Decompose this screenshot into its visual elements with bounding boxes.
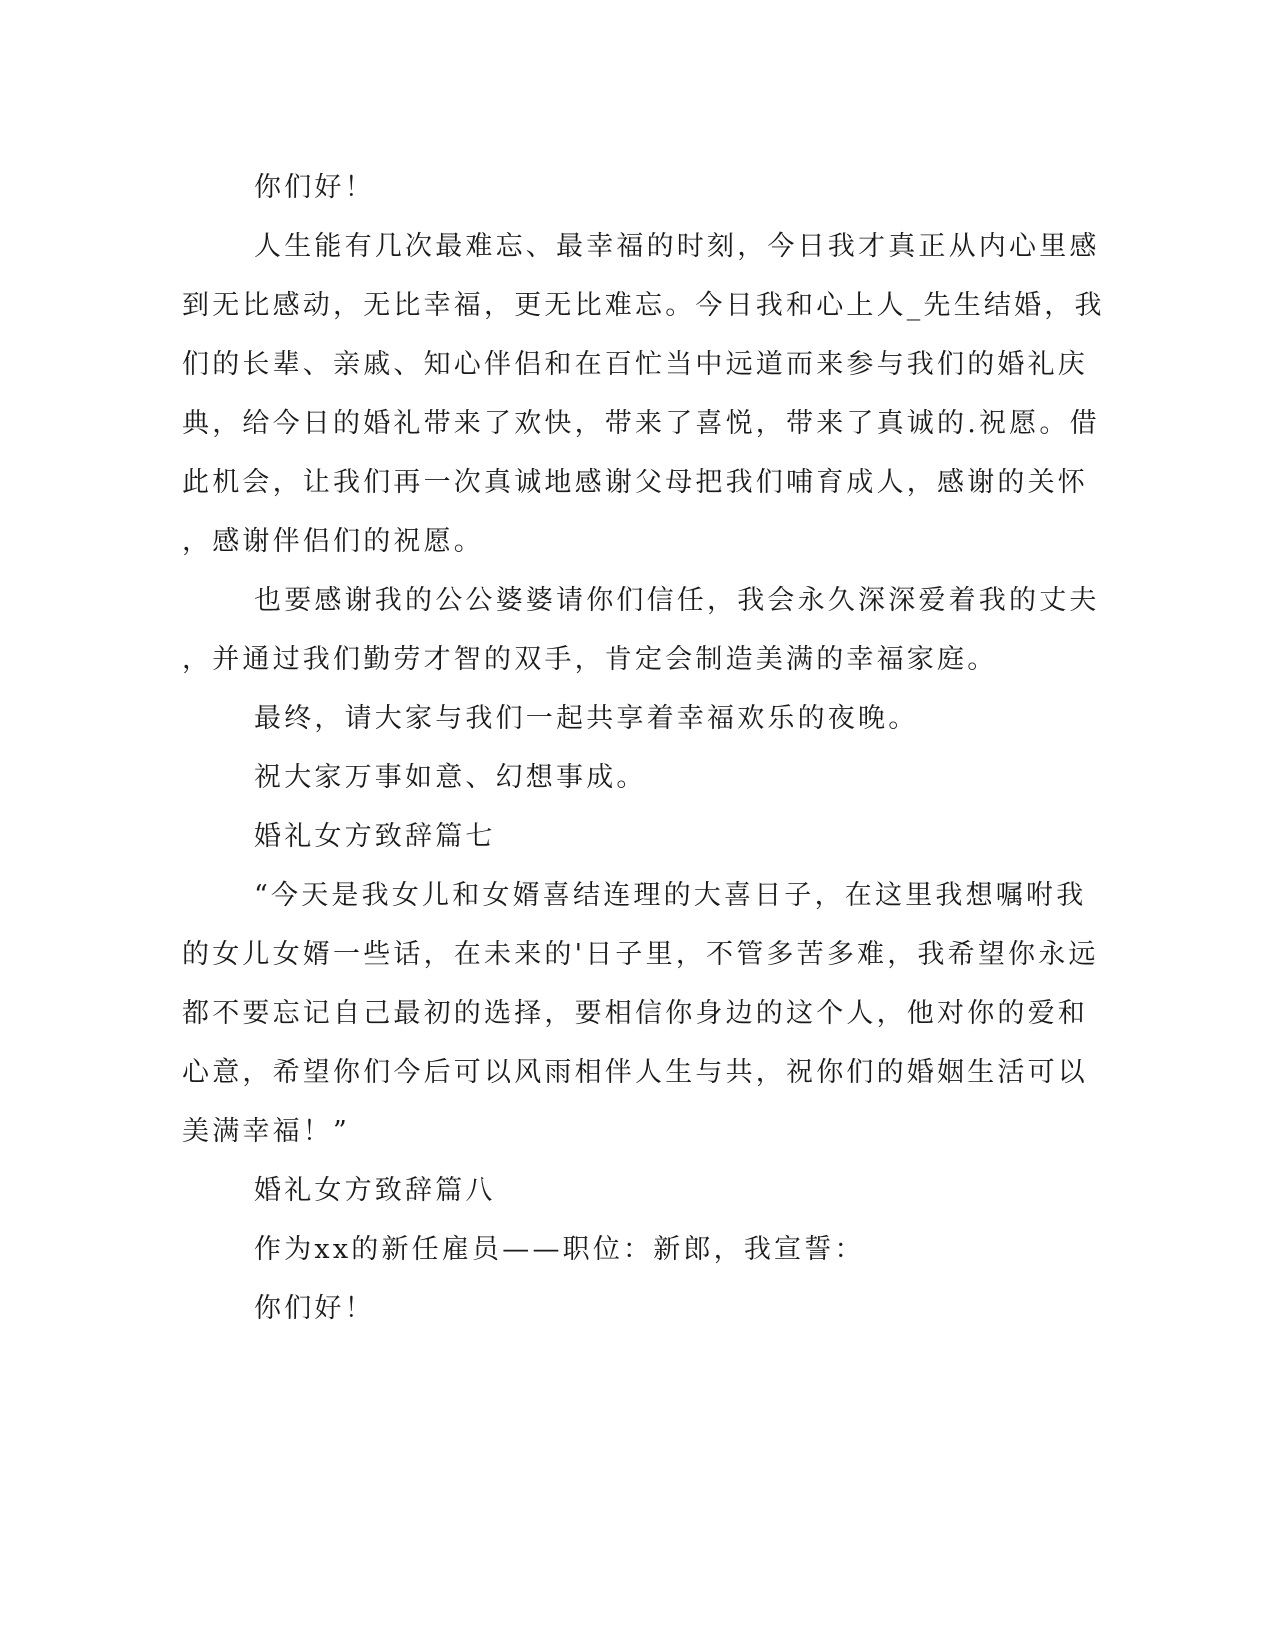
text-line: 美满幸福！” — [182, 1116, 351, 1147]
text-line: 人生能有几次最难忘、最幸福的时刻，今日我才真正从内心里感 — [254, 231, 1100, 262]
text-line: 作为xx的新任雇员——职位：新郎，我宣誓： — [254, 1234, 865, 1265]
text-line: ，感谢伴侣们的祝愿。 — [182, 526, 484, 557]
section-heading: 婚礼女方致辞篇七 — [254, 821, 496, 852]
text-line: 你们好！ — [254, 1293, 375, 1324]
text-line: ，并通过我们勤劳才智的双手，肯定会制造美满的幸福家庭。 — [182, 644, 998, 675]
document-body — [182, 158, 1105, 1338]
text-line: 典，给今日的婚礼带来了欢快，带来了喜悦，带来了真诚的.祝愿。借 — [182, 408, 1100, 439]
text-line: 也要感谢我的公公婆婆请你们信任，我会永久深深爱着我的丈夫 — [254, 585, 1100, 616]
section-heading: 婚礼女方致辞篇八 — [254, 1175, 496, 1206]
text-line: 的女儿女婿一些话，在未来的'日子里，不管多苦多难，我希望你永远 — [182, 939, 1099, 970]
text-line: 祝大家万事如意、幻想事成。 — [254, 762, 647, 793]
text-line: 都不要忘记自己最初的选择，要相信你身边的这个人，他对你的爱和 — [182, 998, 1088, 1029]
text-line: 最终，请大家与我们一起共享着幸福欢乐的夜晚。 — [254, 703, 919, 734]
text-line: 心意，希望你们今后可以风雨相伴人生与共，祝你们的婚姻生活可以 — [182, 1057, 1088, 1088]
text-line: 你们好！ — [254, 172, 375, 203]
text-line: 此机会，让我们再一次真诚地感谢父母把我们哺育成人，感谢的关怀 — [182, 467, 1088, 498]
text-line: 们的长辈、亲戚、知心伴侣和在百忙当中远道而来参与我们的婚礼庆 — [182, 349, 1088, 380]
text-line: “今天是我女儿和女婿喜结连理的大喜日子，在这里我想嘱咐我 — [254, 880, 1087, 911]
text-line: 到无比感动，无比幸福，更无比难忘。今日我和心上人_先生结婚，我 — [182, 290, 1105, 321]
